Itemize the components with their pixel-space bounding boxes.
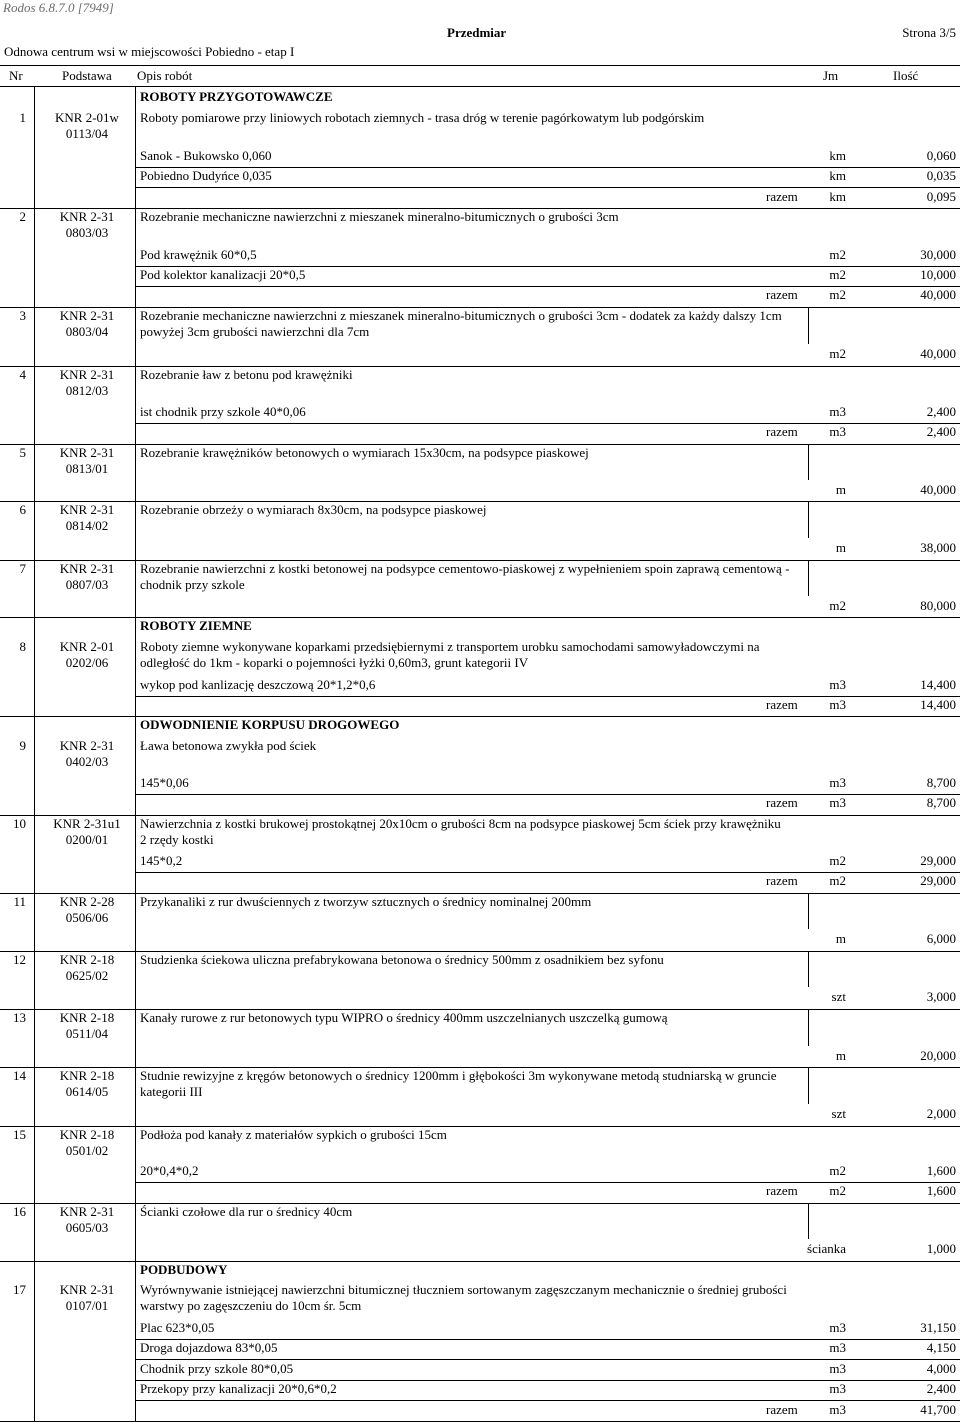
unit-column-divider bbox=[808, 445, 809, 480]
item-code: KNR 2-01 bbox=[59, 639, 115, 654]
calc-line: 20*0,4*0,2 bbox=[140, 1163, 199, 1178]
unit: m3 bbox=[829, 677, 846, 692]
unit: m2 bbox=[829, 1163, 846, 1178]
item-code-suffix: 0813/01 bbox=[65, 461, 109, 476]
item-number: 8 bbox=[19, 639, 26, 654]
item-code: KNR 2-31 bbox=[59, 445, 115, 460]
quantity-total: 14,400 bbox=[920, 697, 956, 712]
calc-line: 145*0,2 bbox=[140, 853, 183, 868]
item-number: 2 bbox=[19, 209, 26, 224]
razem-label: razem bbox=[766, 1183, 798, 1198]
calc-line: Pobiedno Dudyńce 0,035 bbox=[140, 168, 272, 183]
quantity-total: 80,000 bbox=[920, 598, 956, 613]
unit: km bbox=[829, 168, 846, 183]
calc-line-rule bbox=[136, 1400, 960, 1401]
item-number: 10 bbox=[13, 816, 26, 831]
unit: m2 bbox=[829, 1183, 846, 1198]
quantity: 2,400 bbox=[926, 404, 956, 419]
item-description: Kanały rurowe z rur betonowych typu WIPRO o średnicy 400mm uszczelnianych uszczelką gumową bbox=[140, 1010, 668, 1025]
quantity-total: 2,000 bbox=[926, 1106, 956, 1121]
calc-line-rule bbox=[136, 187, 960, 188]
quantity-total: 6,000 bbox=[926, 931, 956, 946]
document-title: Przedmiar bbox=[447, 25, 507, 40]
item-description: Wyrównywanie istniejącej nawierzchni bitumicznej tłuczniem sortowanym zagęszczanym mechanicznie o średniej grubości warstwy po zagęszczeniu do 10cm śr. 5cm bbox=[140, 1282, 787, 1313]
item-code-suffix: 0814/02 bbox=[65, 518, 109, 533]
item-code-suffix: 0402/03 bbox=[65, 754, 109, 769]
calc-line: wykop pod kanlizację deszczową 20*1,2*0,6 bbox=[140, 677, 376, 692]
quantity-total: 2,400 bbox=[926, 424, 956, 439]
quantity: 31,150 bbox=[920, 1320, 956, 1335]
quantity: 0,060 bbox=[926, 148, 956, 163]
quantity: 4,150 bbox=[926, 1340, 956, 1355]
header-top-rule bbox=[0, 65, 960, 66]
page-number: Strona 3/5 bbox=[902, 25, 956, 40]
section-heading: ROBOTY ZIEMNE bbox=[140, 618, 252, 633]
unit: m3 bbox=[829, 1381, 846, 1396]
quantity-total: 8,700 bbox=[926, 795, 956, 810]
quantity-total: 29,000 bbox=[920, 873, 956, 888]
column-header-ilosc: Ilość bbox=[893, 68, 919, 83]
item-code: KNR 2-31 bbox=[59, 1204, 115, 1219]
row-rule bbox=[0, 716, 960, 717]
item-code-suffix: 0812/03 bbox=[65, 383, 109, 398]
calc-line: Plac 623*0,05 bbox=[140, 1320, 215, 1335]
header-bottom-rule bbox=[0, 86, 960, 87]
unit: m2 bbox=[829, 873, 846, 888]
item-code-suffix: 0605/03 bbox=[65, 1220, 109, 1235]
item-code-suffix: 0803/04 bbox=[65, 324, 109, 339]
row-rule bbox=[0, 617, 960, 618]
unit: m2 bbox=[829, 598, 846, 613]
item-code: KNR 2-31 bbox=[59, 367, 115, 382]
calc-line: Pod krawężnik 60*0,5 bbox=[140, 247, 257, 262]
item-code-suffix: 0501/02 bbox=[65, 1143, 109, 1158]
item-code: KNR 2-31 bbox=[59, 561, 115, 576]
item-number: 12 bbox=[13, 952, 26, 967]
unit: m3 bbox=[829, 697, 846, 712]
row-rule bbox=[0, 1261, 960, 1262]
column-header-nr: Nr bbox=[9, 68, 23, 83]
item-code: KNR 2-31 bbox=[59, 308, 115, 323]
project-name: Odnowa centrum wsi w miejscowości Pobiedno - etap I bbox=[4, 44, 295, 59]
unit-column-divider bbox=[808, 1204, 809, 1239]
unit: m3 bbox=[829, 1402, 846, 1417]
calc-line: 145*0,06 bbox=[140, 775, 189, 790]
item-code-suffix: 0807/03 bbox=[65, 577, 109, 592]
calc-line: Pod kolektor kanalizacji 20*0,5 bbox=[140, 267, 306, 282]
item-code: KNR 2-31 bbox=[59, 738, 115, 753]
unit: m3 bbox=[829, 424, 846, 439]
item-description: Przykanaliki z rur dwuściennych z tworzyw sztucznych o średnicy nominalnej 200mm bbox=[140, 894, 592, 909]
calc-line: Droga dojazdowa 83*0,05 bbox=[140, 1340, 278, 1355]
item-code-suffix: 0506/06 bbox=[65, 910, 109, 925]
razem-label: razem bbox=[766, 424, 798, 439]
unit: m2 bbox=[829, 267, 846, 282]
column-divider-nr bbox=[34, 86, 35, 1422]
unit-column-divider bbox=[808, 308, 809, 344]
item-code-suffix: 0202/06 bbox=[65, 655, 109, 670]
unit: ścianka bbox=[807, 1241, 846, 1256]
unit: m2 bbox=[829, 247, 846, 262]
item-description: Ława betonowa zwykła pod ściek bbox=[140, 738, 317, 753]
calc-line: Sanok - Bukowsko 0,060 bbox=[140, 148, 272, 163]
item-code: KNR 2-31 bbox=[59, 1282, 115, 1297]
item-description: Rozebranie ław z betonu pod krawężniki bbox=[140, 367, 353, 382]
calc-line-rule bbox=[136, 1359, 960, 1360]
quantity-total: 40,000 bbox=[920, 346, 956, 361]
unit: m3 bbox=[829, 1320, 846, 1335]
unit: m3 bbox=[829, 775, 846, 790]
item-description: Rozebranie mechaniczne nawierzchni z mieszanek mineralno-bitumicznych o grubości 3cm bbox=[140, 209, 619, 224]
razem-label: razem bbox=[766, 189, 798, 204]
unit-column-divider bbox=[808, 1068, 809, 1104]
quantity: 14,400 bbox=[920, 677, 956, 692]
quantity: 8,700 bbox=[926, 775, 956, 790]
item-number: 14 bbox=[13, 1068, 26, 1083]
item-number: 5 bbox=[19, 445, 26, 460]
app-title: Rodos 6.8.7.0 [7949] bbox=[3, 0, 114, 15]
quantity-total: 1,600 bbox=[926, 1183, 956, 1198]
item-code: KNR 2-18 bbox=[59, 1127, 115, 1142]
item-description: Roboty pomiarowe przy liniowych robotach ziemnych - trasa dróg w terenie pagórkowatym lub podgórskim bbox=[140, 110, 705, 125]
quantity-total: 3,000 bbox=[926, 989, 956, 1004]
unit: szt bbox=[831, 989, 846, 1004]
calc-line: Chodnik przy szkole 80*0,05 bbox=[140, 1361, 294, 1376]
quantity-total: 40,000 bbox=[920, 482, 956, 497]
unit: m bbox=[835, 540, 846, 555]
item-code-suffix: 0803/03 bbox=[65, 225, 109, 240]
unit-column-divider bbox=[808, 1010, 809, 1046]
unit: m3 bbox=[829, 1340, 846, 1355]
item-code-suffix: 0625/02 bbox=[65, 968, 109, 983]
unit: m bbox=[835, 482, 846, 497]
item-code-suffix: 0200/01 bbox=[65, 832, 109, 847]
section-heading: PODBUDOWY bbox=[140, 1262, 228, 1277]
item-number: 15 bbox=[13, 1127, 26, 1142]
column-header-opis: Opis robót bbox=[137, 68, 193, 83]
razem-label: razem bbox=[766, 873, 798, 888]
unit: m3 bbox=[829, 795, 846, 810]
item-description: Nawierzchnia z kostki brukowej prostokątnej 20x10cm o grubości 8cm na podsypce piaskowej 5cm ściek przy krawężniku 2 rzędy kostki bbox=[140, 816, 781, 847]
section-heading: ROBOTY PRZYGOTOWAWCZE bbox=[140, 89, 333, 104]
item-code-suffix: 0113/04 bbox=[65, 126, 109, 141]
item-description: Rozebranie krawężników betonowych o wymiarach 15x30cm, na podsypce piaskowej bbox=[140, 445, 589, 460]
unit-column-divider bbox=[808, 502, 809, 538]
item-description: Roboty ziemne wykonywane koparkami przedsiębiernymi z transportem urobku samochodami samowyładowczymi na odległość do 1km - koparki o pojemności łyżki 0,60m3, grunt kategorii IV bbox=[140, 639, 760, 670]
item-number: 11 bbox=[13, 894, 26, 909]
item-description: Rozebranie obrzeży o wymiarach 8x30cm, na podsypce piaskowej bbox=[140, 502, 487, 517]
item-number: 9 bbox=[19, 738, 26, 753]
item-code: KNR 2-18 bbox=[59, 1010, 115, 1025]
unit: m2 bbox=[829, 287, 846, 302]
item-code: KNR 2-28 bbox=[59, 894, 115, 909]
item-number: 16 bbox=[13, 1204, 26, 1219]
quantity: 2,400 bbox=[926, 1381, 956, 1396]
item-description: Podłoża pod kanały z materiałów sypkich o grubości 15cm bbox=[140, 1127, 447, 1142]
razem-label: razem bbox=[766, 697, 798, 712]
quantity: 4,000 bbox=[926, 1361, 956, 1376]
item-code: KNR 2-31 bbox=[59, 502, 115, 517]
quantity: 10,000 bbox=[920, 267, 956, 282]
item-code-suffix: 0511/04 bbox=[65, 1026, 109, 1041]
item-code: KNR 2-01w bbox=[55, 110, 119, 125]
quantity: 29,000 bbox=[920, 853, 956, 868]
item-description: Studnie rewizyjne z kręgów betonowych o średnicy 1200mm i głębokości 3m wykonywane metodą studniarską w gruncie kategorii III bbox=[140, 1068, 777, 1099]
quantity: 30,000 bbox=[920, 247, 956, 262]
razem-label: razem bbox=[766, 795, 798, 810]
quantity-total: 40,000 bbox=[920, 287, 956, 302]
item-description: Studzienka ściekowa uliczna prefabrykowana betonowa o średnicy 500mm z osadnikiem bez syfonu bbox=[140, 952, 664, 967]
item-number: 4 bbox=[19, 367, 26, 382]
item-code: KNR 2-18 bbox=[59, 1068, 115, 1083]
item-number: 13 bbox=[13, 1010, 26, 1025]
unit-column-divider bbox=[808, 894, 809, 929]
unit: m2 bbox=[829, 346, 846, 361]
unit: szt bbox=[831, 1106, 846, 1121]
item-code-suffix: 0614/05 bbox=[65, 1084, 109, 1099]
razem-label: razem bbox=[766, 1402, 798, 1417]
item-description: Rozebranie mechaniczne nawierzchni z mieszanek mineralno-bitumicznych o grubości 3cm - dodatek za każdy dalszy 1cm powyżej 3cm grubości nawierzchni dla 7cm bbox=[140, 308, 782, 339]
unit: km bbox=[829, 148, 846, 163]
item-code-suffix: 0107/01 bbox=[65, 1298, 109, 1313]
quantity-total: 38,000 bbox=[920, 540, 956, 555]
item-number: 1 bbox=[19, 110, 26, 125]
item-number: 7 bbox=[19, 561, 26, 576]
item-number: 6 bbox=[19, 502, 26, 517]
item-code: KNR 2-18 bbox=[59, 952, 115, 967]
column-header-jm: Jm bbox=[823, 68, 839, 83]
unit: m bbox=[835, 931, 846, 946]
razem-label: razem bbox=[766, 287, 798, 302]
item-description: Ścianki czołowe dla rur o średnicy 40cm bbox=[140, 1204, 353, 1219]
quantity-total: 20,000 bbox=[920, 1048, 956, 1063]
unit: m3 bbox=[829, 1361, 846, 1376]
unit-column-divider bbox=[808, 952, 809, 987]
quantity-total: 1,000 bbox=[926, 1241, 956, 1256]
unit: m2 bbox=[829, 853, 846, 868]
unit: m3 bbox=[829, 404, 846, 419]
item-number: 17 bbox=[13, 1282, 26, 1297]
column-header-podstawa: Podstawa bbox=[62, 68, 112, 83]
quantity: 0,035 bbox=[926, 168, 956, 183]
unit-column-divider bbox=[808, 561, 809, 596]
section-heading: ODWODNIENIE KORPUSU DROGOWEGO bbox=[140, 717, 400, 732]
calc-line: ist chodnik przy szkole 40*0,06 bbox=[140, 404, 306, 419]
quantity-total: 0,095 bbox=[926, 189, 956, 204]
calc-line: Przekopy przy kanalizacji 20*0,6*0,2 bbox=[140, 1381, 337, 1396]
quantity-total: 41,700 bbox=[920, 1402, 956, 1417]
unit: m bbox=[835, 1048, 846, 1063]
item-code: KNR 2-31u1 bbox=[53, 816, 121, 831]
item-code: KNR 2-31 bbox=[59, 209, 115, 224]
unit: km bbox=[829, 189, 846, 204]
item-description: Rozebranie nawierzchni z kostki betonowej na podsypce cementowo-piaskowej z wypełnieniem spoin zaprawą cementową - chodnik przy szkole bbox=[140, 561, 790, 592]
item-number: 3 bbox=[19, 308, 26, 323]
quantity: 1,600 bbox=[926, 1163, 956, 1178]
